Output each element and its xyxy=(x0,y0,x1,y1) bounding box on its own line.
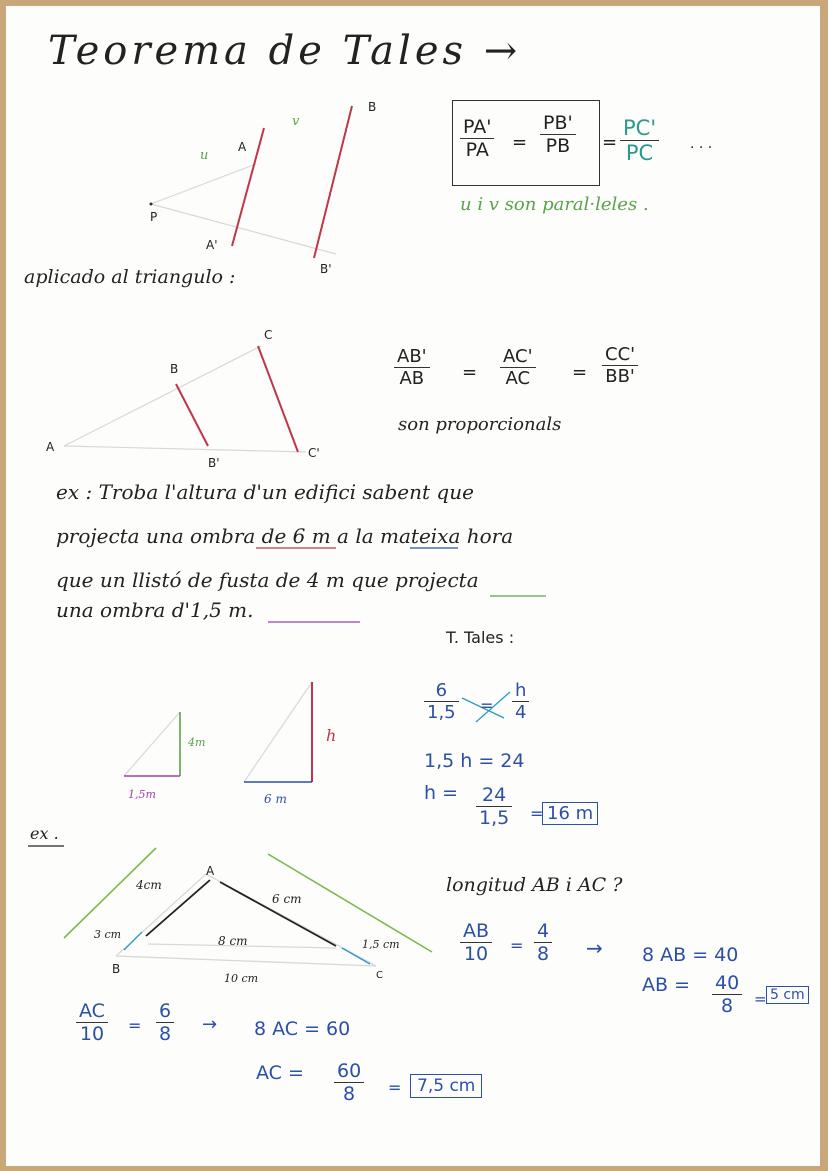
small-base-label: 1,5m xyxy=(128,788,156,801)
numerator: 60 xyxy=(334,1060,364,1083)
step-2-lhs: h = xyxy=(424,782,459,804)
exercise-2-label: ex . xyxy=(30,824,59,843)
small-side-label: 4m xyxy=(188,736,206,749)
len-4cm: 4cm xyxy=(136,878,162,892)
equals-sign: = xyxy=(388,1078,402,1097)
line-u-label: u xyxy=(200,148,209,163)
ac-step-1: 8 AC = 60 xyxy=(254,1018,351,1040)
applied-label: aplicado al triangulo : xyxy=(24,266,236,288)
numerator: AB' xyxy=(394,346,430,368)
denominator: PB xyxy=(545,135,571,157)
equals-sign: = xyxy=(572,362,588,383)
fraction-pc xyxy=(620,116,659,165)
ac-step-2-lhs: AC = xyxy=(256,1062,304,1084)
denominator: 8 xyxy=(537,943,550,965)
numerator: PA' xyxy=(460,116,494,139)
parallel-note: u i v son paral·leles . xyxy=(460,194,649,215)
arrow-icon: → xyxy=(202,1014,218,1035)
equals-sign: = xyxy=(602,132,618,153)
point-b-label: B xyxy=(170,362,179,376)
fraction-cc xyxy=(602,344,638,387)
shadow-triangle-small xyxy=(124,712,180,776)
denominator: PA xyxy=(465,139,489,161)
point-a-label: A xyxy=(46,440,55,454)
big-side-label: h xyxy=(326,726,337,745)
len-6cm: 6 cm xyxy=(272,892,302,906)
fraction-pb xyxy=(540,112,576,157)
fraction-24-15 xyxy=(476,784,512,829)
line-v-label: v xyxy=(292,114,300,129)
denominator: AC xyxy=(505,368,531,389)
fraction-pa xyxy=(460,116,494,161)
exercise-line-2: projecta una ombra de 6 m a la mateixa hora xyxy=(56,524,514,548)
denominator: 10 xyxy=(463,943,489,965)
point-c-label: C xyxy=(264,328,273,342)
exercise-line-1: ex : Troba l'altura d'un edifici sabent que xyxy=(56,480,474,504)
point-b-label: B xyxy=(368,100,377,114)
fraction-ab xyxy=(394,346,430,389)
numerator: 6 xyxy=(156,1000,174,1023)
fraction-60-8 xyxy=(334,1060,364,1105)
denominator: 1,5 xyxy=(427,702,456,723)
denominator: BB' xyxy=(605,366,635,387)
step-1: 1,5 h = 24 xyxy=(424,750,525,772)
equals-sign: = xyxy=(510,936,524,955)
point-c-prime-label: C' xyxy=(308,446,320,460)
denominator: 8 xyxy=(343,1083,356,1105)
exercise-line-3: que un llistó de fusta de 4 m que projecta xyxy=(56,568,479,592)
numerator: CC' xyxy=(602,344,638,366)
numerator: 4 xyxy=(534,920,552,943)
len-10cm: 10 cm xyxy=(224,972,259,985)
fraction-ac-10 xyxy=(76,1000,108,1045)
notebook-page xyxy=(6,6,820,1166)
denominator: 8 xyxy=(159,1023,172,1045)
equals-sign: = xyxy=(462,362,478,383)
numerator: PC' xyxy=(620,116,659,141)
exercise-line-4: una ombra d'1,5 m. xyxy=(56,598,254,622)
page-title: Teorema de Tales → xyxy=(48,28,522,74)
result-step-2-lhs: AB = xyxy=(642,974,690,996)
point-a-label: A xyxy=(238,140,247,154)
fraction-6-15 xyxy=(424,680,459,723)
result-step-1: 8 AB = 40 xyxy=(642,944,739,966)
point-a-label: A xyxy=(206,864,215,878)
equals-sign: = xyxy=(512,132,528,153)
denominator: 8 xyxy=(721,995,734,1017)
question-label: longitud AB i AC ? xyxy=(446,874,623,896)
fraction-ac xyxy=(500,346,536,389)
result-box-ac: 7,5 cm xyxy=(410,1074,482,1098)
fraction-40-8 xyxy=(712,972,742,1017)
denominator: AB xyxy=(399,368,425,389)
denominator: 1,5 xyxy=(479,807,510,829)
numerator: 6 xyxy=(424,680,459,702)
result-box-ab: 5 cm xyxy=(766,986,809,1004)
denominator: 10 xyxy=(79,1023,105,1045)
denominator: PC xyxy=(625,141,654,165)
numerator: 40 xyxy=(712,972,742,995)
arrow-icon: → xyxy=(586,936,603,960)
ellipsis: . . . xyxy=(690,136,713,152)
len-3cm: 3 cm xyxy=(94,928,122,941)
shadow-triangle-big xyxy=(244,682,312,782)
point-p-label: P xyxy=(150,210,158,224)
len-8cm: 8 cm xyxy=(218,934,248,948)
numerator: PB' xyxy=(540,112,576,135)
big-base-label: 6 m xyxy=(264,792,287,806)
point-b-prime-label: B' xyxy=(320,262,332,276)
equals-sign: = xyxy=(128,1016,142,1035)
denominator: 4 xyxy=(515,702,527,723)
fraction-4-8 xyxy=(534,920,552,965)
proportional-note: son proporcionals xyxy=(398,414,562,435)
numerator: AB xyxy=(460,920,492,943)
fraction-6-8 xyxy=(156,1000,174,1045)
equals-sign: = xyxy=(754,990,767,1008)
numerator: AC' xyxy=(500,346,536,368)
numerator: 24 xyxy=(476,784,512,807)
result-box: 16 m xyxy=(542,802,598,825)
point-a-prime-label: A' xyxy=(206,238,218,252)
numerator: AC xyxy=(76,1000,108,1023)
fraction-h-4 xyxy=(512,680,529,723)
method-label: T. Tales : xyxy=(446,628,515,647)
point-b-prime-label: B' xyxy=(208,456,220,470)
len-1-5cm: 1,5 cm xyxy=(362,938,400,951)
point-c-label: C xyxy=(376,970,383,981)
equals-sign: = xyxy=(530,804,544,823)
thales-diagram-2 xyxy=(64,346,306,452)
thales-diagram-1 xyxy=(150,106,353,258)
equals-sign: = xyxy=(480,696,494,715)
fraction-ab-10 xyxy=(460,920,492,965)
point-b-label: B xyxy=(112,962,121,976)
numerator: h xyxy=(512,680,529,702)
